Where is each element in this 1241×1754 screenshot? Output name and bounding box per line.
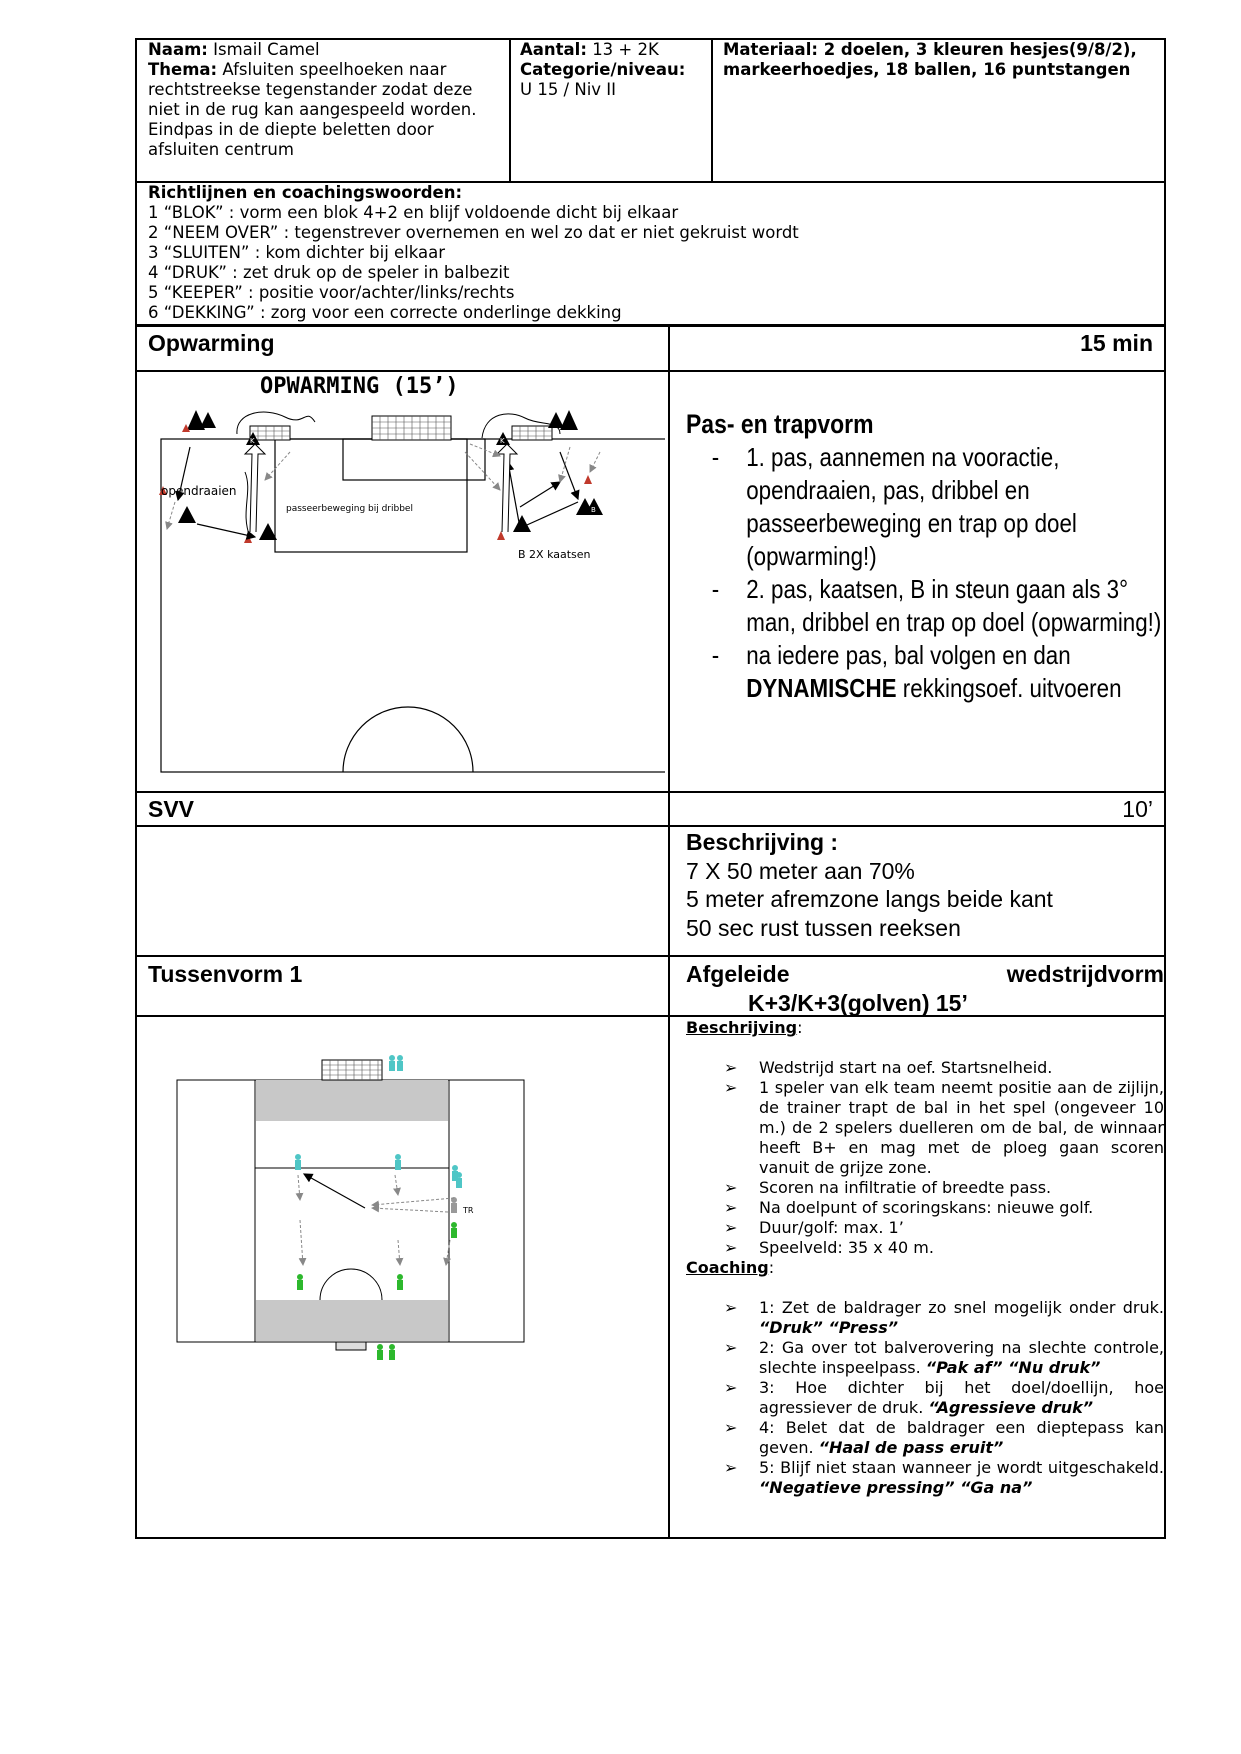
svg-text:K: K [250,437,255,445]
richtlijn-3: 3 “SLUITEN” : kom dichter bij elkaar [148,243,446,262]
naam-value: Ismail Camel [213,40,320,59]
svg-text:B: B [591,506,596,514]
game-field-svg [170,1050,532,1360]
label-passeer: passeerbeweging bij dribbel [286,504,413,514]
coaching-label: Coaching [686,1258,769,1277]
svv-heading: Beschrijving : [686,829,839,855]
svv-text [686,828,1164,942]
beschrijving-item-4: ➢ Na doelpunt of scoringskans: nieuwe golf. [724,1198,1094,1217]
opwarming-item-2: - 2. pas, kaatsen, B in steun gaan als 3° man, dribbel en trap op doel (opwarming!) [686,573,1164,639]
coaching-item-5: ➢ 5: Blijf niet staan wanneer je wordt uitgeschakeld. “Negatieve pressing” “Ga na” [724,1458,1164,1497]
arrow-bullet-icon: ➢ [724,1458,738,1477]
beschrijving-item-6: ➢ Speelveld: 35 x 40 m. [724,1238,934,1257]
beschrijving-item-3: ➢ Scoren na infiltratie of breedte pass. [724,1178,1052,1197]
diagram-title: OPWARMING (15’) [260,374,459,399]
coaching-item-3: ➢ 3: Hoe dichter bij het doel/doellijn, hoe agressiever de druk. “Agressieve druk” [724,1378,1164,1417]
svv-line-3: 50 sec rust tussen reeksen [686,914,961,941]
richtlijn-6: 6 “DEKKING” : zorg voor een correcte onderlinge dekking [148,303,622,322]
richtlijn-2: 2 “NEEM OVER” : tegenstrever overnemen en wel zo dat er niet gekruist wordt [148,223,799,242]
naam-block [148,40,498,160]
arrow-bullet-icon: ➢ [724,1218,738,1237]
aantal-value: 13 + 2K [592,40,659,59]
coaching-item-4: ➢ 4: Belet dat de baldrager een dieptepass kan geven. “Haal de pass eruit” [724,1418,1164,1457]
richtlijn-5: 5 “KEEPER” : positie voor/achter/links/rechts [148,283,515,302]
beschrijving-item-5: ➢ Duur/golf: max. 1’ [724,1218,904,1237]
svv-duration: 10’ [1122,796,1153,822]
beschrijving-item-2: ➢ 1 speler van elk team neemt positie aan de zijlijn, de trainer trapt de bal in het spel (ongeveer 10 m.) de 2 spelers duelleren om de bal, de winnaar heeft B+ en mag met de ploeg gaan scoren vanuit de grijze zone. [724,1078,1164,1177]
label-opendraaien: opendraaien [161,484,237,498]
svv-line-2: 5 meter afremzone langs beide kant [686,886,1053,912]
goal-icon [322,1060,382,1080]
right-title-3: K+3/K+3(golven) 15’ [748,989,968,1016]
arrow-bullet-icon: ➢ [724,1298,738,1317]
svg-text:K: K [500,437,505,445]
svv-title: SVV [148,796,195,822]
tussenvorm-right-title [686,960,1164,1017]
small-goal-right-icon [512,426,552,440]
opwarming-item-3 [686,639,1164,705]
aantal-block [520,40,705,100]
coaching-item-1: ➢ 1: Zet de baldrager zo snel mogelijk onder druk. “Druk” “Press” [724,1298,1164,1337]
aantal-label: Aantal: [520,40,587,59]
item3-prefix: na iedere pas, bal volgen en dan [746,640,1071,670]
arrow-bullet-icon: ➢ [724,1378,738,1397]
opwarming-text [686,408,1164,705]
arrow-bullet-icon: ➢ [724,1418,738,1437]
coaching-item-2: ➢ 2: Ga over tot balverovering na slechte controle, slechte inspeelpass. “Pak af” “Nu druk” [724,1338,1164,1377]
tussenvorm-diagram [170,1050,532,1360]
beschrijving-label: Beschrijving [686,1018,798,1037]
arrow-bullet-icon: ➢ [724,1058,738,1077]
arrow-bullet-icon: ➢ [724,1198,738,1217]
opwarming-title: Opwarming [148,330,275,356]
tussenvorm-text: Beschrijving: ➢ Wedstrijd start na oef. Startsnelheid. ➢ 1 speler van elk team neemt positie aan de zijlijn, de trainer trapt de bal in het spel (ongeveer 10 m.) de 2 spelers duelleren om de bal, de winnaar heeft B+ en mag met de ploeg gaan scoren vanuit de grijze zone. ➢ Scoren na infiltratie of breedte pass. ➢ Na doelpunt of scoringskans: nieuwe golf. ➢ Duur/golf: max. 1’ ➢ Speelveld: 35 x 40 m. Coaching: ➢ 1: Zet de baldrager zo snel mogelijk onder druk. “Druk” “Press” ➢ 2: Ga over tot balverovering na slechte controle, slechte inspeelpass. “Pak af” “Nu druk” ➢ 3: Hoe dichter bij het doel/doellijn, hoe agressiever de druk. “Agressieve druk” ➢ 4: Belet dat de baldrager een dieptepass kan geven. “Haal de pass eruit” ➢ 5: Blijf niet staan wanneer je wordt uitgeschakeld. “Negatieve pressing” “Ga na” [686,1018,1164,1497]
tussenvorm-title: Tussenvorm 1 [148,961,303,987]
opwarming-duration: 15 min [1080,330,1153,356]
svv-line-1: 7 X 50 meter aan 70% [686,857,915,884]
categorie-label: Categorie/niveau: [520,60,686,79]
arrow-bullet-icon: ➢ [724,1238,738,1257]
beschrijving-item-1: ➢ Wedstrijd start na oef. Startsnelheid. [724,1058,1053,1077]
arrow-bullet-icon: ➢ [724,1178,738,1197]
arrow-bullet-icon: ➢ [724,1338,738,1357]
item3-bold: DYNAMISCHE [746,673,897,703]
warmup-field-svg [140,372,665,790]
goal-icon [372,416,451,440]
naam-label: Naam: [148,40,208,59]
label-tr: TR [463,1206,474,1215]
thema-value: Afsluiten speelhoeken naar rechtstreekse tegenstander zodat deze niet in de rug kan aangespeeld worden. Eindpas in de diepte beletten door afsluiten centrum [148,60,477,159]
opwarming-item-1: - 1. pas, aannemen na vooractie, opendraaien, pas, dribbel en passeerbeweging en trap op doel (opwarming!) [686,441,1164,573]
label-kaatsen: B 2X kaatsen [518,548,591,561]
opwarming-heading: Pas- en trapvorm [686,409,874,439]
arrow-bullet-icon: ➢ [724,1078,738,1097]
right-title-2: wedstrijdvorm [1006,961,1164,987]
richtlijn-1: 1 “BLOK” : vorm een blok 4+2 en blijf voldoende dicht bij elkaar [148,203,679,222]
right-title-1: Afgeleide [686,961,790,987]
richtlijnen-title: Richtlijnen en coachingswoorden: [148,183,463,202]
categorie-value: U 15 / Niv II [520,80,617,99]
materiaal: Materiaal: 2 doelen, 3 kleuren hesjes(9/8/2), markeerhoedjes, 18 ballen, 16 puntstangen [723,40,1137,79]
thema-label: Thema: [148,60,218,79]
trainer-icon [451,1197,457,1213]
item3-suffix: rekkingsoef. uitvoeren [902,673,1122,703]
richtlijn-4: 4 “DRUK” : zet druk op de speler in balbezit [148,263,510,282]
opwarming-diagram [140,372,665,790]
